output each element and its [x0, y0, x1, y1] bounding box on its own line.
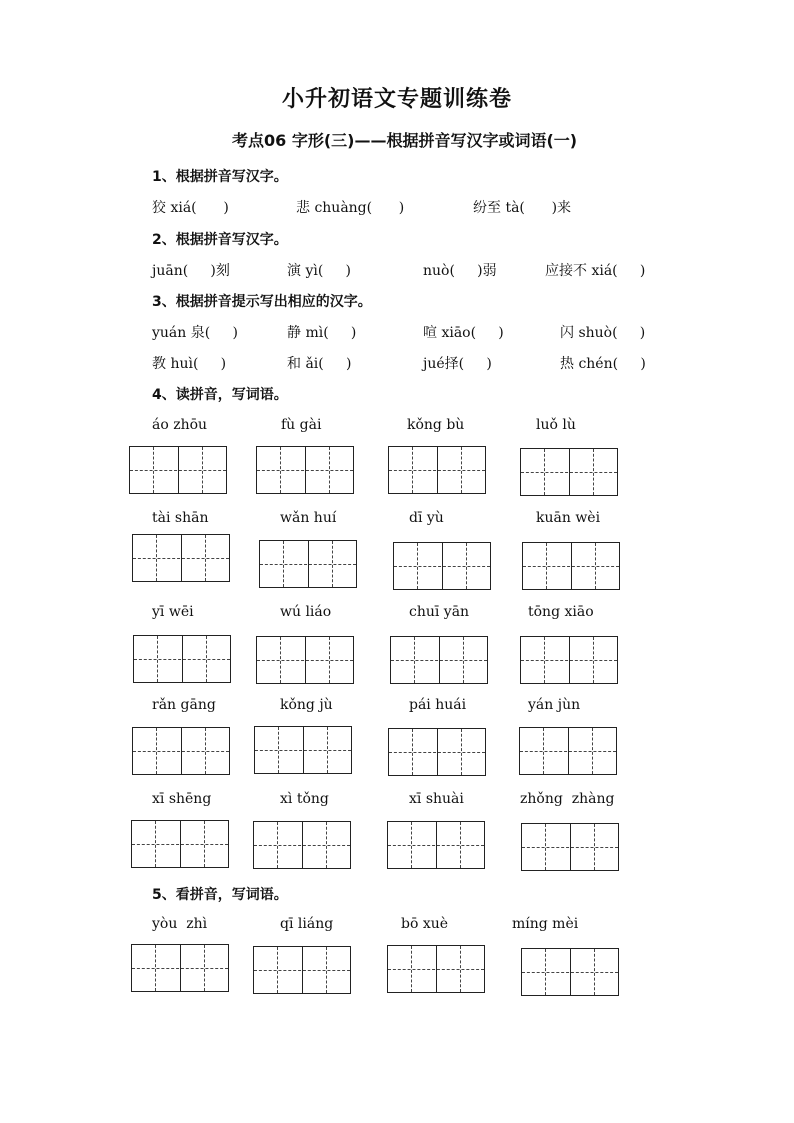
pinyin-label: míng mèi: [512, 916, 579, 932]
q3-item: 教 huì( ): [152, 356, 227, 372]
writing-grid[interactable]: [387, 945, 485, 993]
q1-item: 纷至 tà( )来: [473, 200, 572, 216]
pinyin-label: wú liáo: [280, 604, 332, 620]
writing-grid[interactable]: [132, 727, 230, 775]
writing-grid[interactable]: [522, 542, 620, 590]
pinyin-label: bō xuè: [401, 916, 449, 932]
writing-grid[interactable]: [256, 446, 354, 494]
pinyin-label: kǒng jù: [280, 697, 333, 713]
writing-grid[interactable]: [131, 944, 229, 992]
writing-grid[interactable]: [521, 823, 619, 871]
writing-grid[interactable]: [521, 948, 619, 996]
writing-grid[interactable]: [388, 446, 486, 494]
q3-item: 闪 shuò( ): [560, 325, 646, 341]
writing-grid[interactable]: [254, 726, 352, 774]
writing-grid[interactable]: [519, 727, 617, 775]
writing-grid[interactable]: [259, 540, 357, 588]
q3-item: jué择( ): [423, 356, 492, 372]
page-title: 小升初语文专题训练卷: [281, 87, 512, 112]
writing-grid[interactable]: [388, 728, 486, 776]
pinyin-label: qī liáng: [280, 916, 334, 932]
q2-item: 应接不 xiá( ): [545, 263, 646, 279]
writing-grid[interactable]: [131, 820, 229, 868]
writing-grid[interactable]: [256, 636, 354, 684]
pinyin-label: pái huái: [409, 697, 467, 713]
pinyin-label: yī wēi: [152, 604, 194, 620]
pinyin-label: yán jùn: [528, 697, 581, 713]
page-subtitle: 考点06 字形(三)——根据拼音写汉字或词语(一): [232, 131, 578, 150]
writing-grid[interactable]: [129, 446, 227, 494]
writing-grid[interactable]: [520, 448, 618, 496]
q2-item: juān( )刻: [152, 263, 230, 279]
question-5-heading: 5、看拼音，写词语。: [152, 887, 288, 903]
q3-item: yuán 泉( ): [152, 325, 238, 341]
writing-grid[interactable]: [387, 821, 485, 869]
pinyin-label: xī shēng: [152, 791, 212, 807]
pinyin-label: luǒ lù: [536, 417, 576, 433]
pinyin-label: dī yù: [409, 510, 444, 526]
question-2-heading: 2、根据拼音写汉字。: [152, 232, 288, 248]
q2-item: 演 yì( ): [287, 263, 352, 279]
writing-grid[interactable]: [520, 636, 618, 684]
question-1-heading: 1、根据拼音写汉字。: [152, 169, 288, 185]
writing-grid[interactable]: [132, 534, 230, 582]
pinyin-label: wǎn huí: [280, 510, 337, 526]
q1-item: 悲 chuàng( ): [296, 200, 405, 216]
pinyin-label: kǒng bù: [407, 417, 465, 433]
pinyin-label: fù gài: [281, 417, 322, 433]
writing-grid[interactable]: [393, 542, 491, 590]
q2-item: nuò( )弱: [423, 263, 497, 279]
writing-grid[interactable]: [253, 821, 351, 869]
pinyin-label: tài shān: [152, 510, 209, 526]
pinyin-label: chuī yān: [409, 604, 470, 620]
question-3-heading: 3、根据拼音提示写出相应的汉字。: [152, 294, 372, 310]
q3-item: 喧 xiāo( ): [423, 325, 504, 341]
pinyin-label: xī shuài: [409, 791, 464, 807]
pinyin-label: zhǒng zhàng: [520, 791, 615, 807]
writing-grid[interactable]: [133, 635, 231, 683]
q3-item: 热 chén( ): [560, 356, 646, 372]
q1-item: 狡 xiá( ): [152, 200, 229, 216]
pinyin-label: yòu zhì: [152, 916, 208, 932]
question-4-heading: 4、读拼音，写词语。: [152, 387, 288, 403]
pinyin-label: rǎn gāng: [152, 697, 216, 713]
q3-item: 静 mì( ): [287, 325, 357, 341]
pinyin-label: tōng xiāo: [528, 604, 594, 620]
pinyin-label: kuān wèi: [536, 510, 601, 526]
q3-item: 和 ǎi( ): [287, 356, 352, 372]
pinyin-label: áo zhōu: [152, 417, 208, 433]
writing-grid[interactable]: [390, 636, 488, 684]
pinyin-label: xì tǒng: [280, 791, 329, 807]
writing-grid[interactable]: [253, 946, 351, 994]
